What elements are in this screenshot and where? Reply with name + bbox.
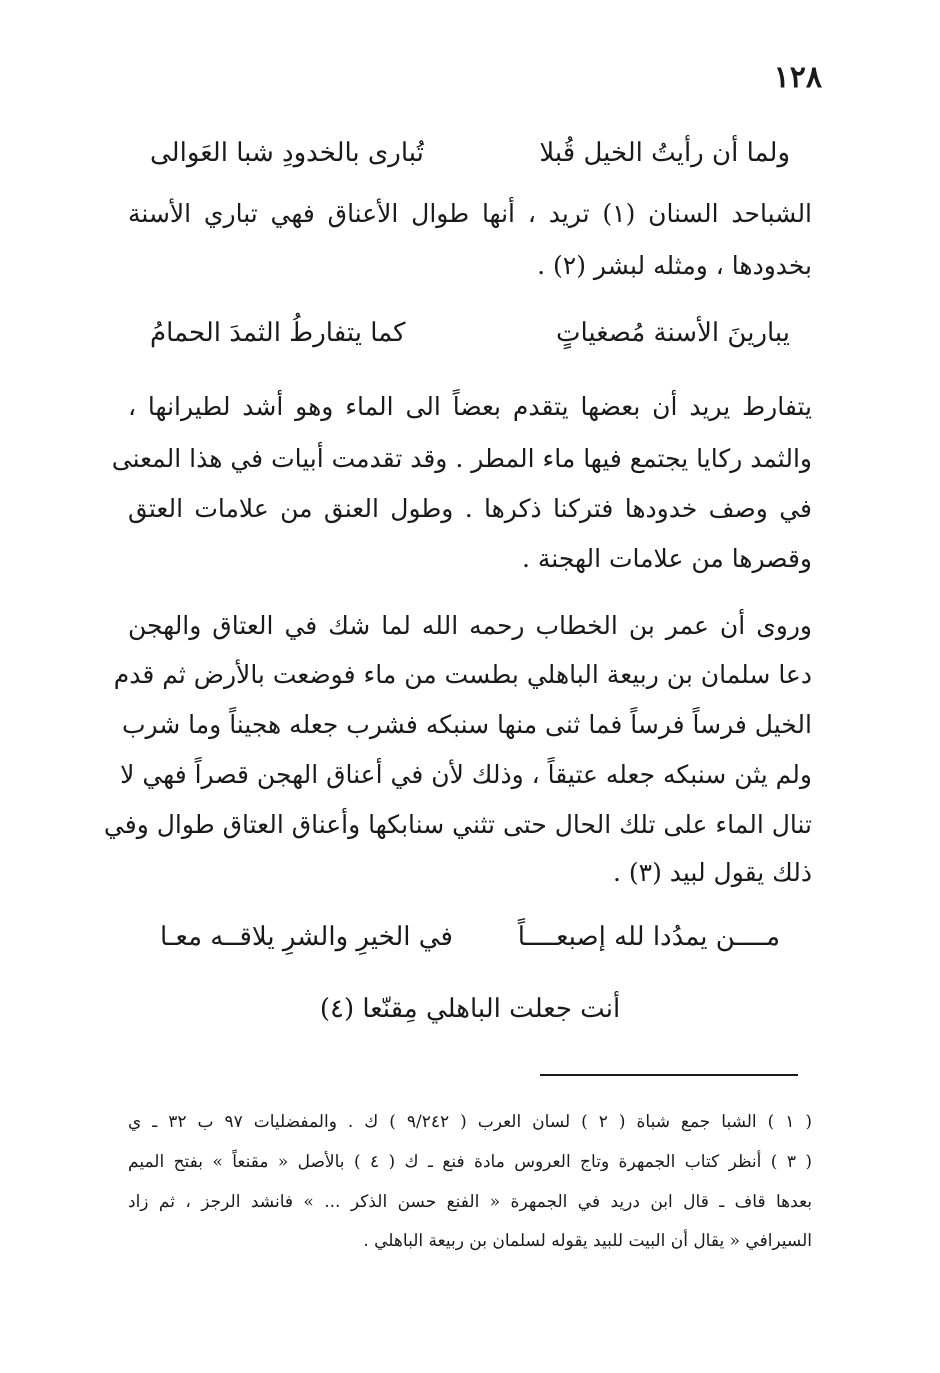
- paragraph-3-line-3: الخيل فرساً فرساً فما ثنى منها سنبكه فشرب جعله هجيناً وما شرب: [121, 710, 812, 739]
- paragraph-2-line-3: في وصف خدودها فتركنا ذكرها . وطول العنق من علامات العتق: [128, 494, 812, 523]
- paragraph-2-line-2: والثمد ركايا يجتمع فيها ماء المطر . وقد تقدمت أبيات في هذا المعنى: [111, 444, 812, 473]
- paragraph-3-line-5: تنال الماء على تلك الحال حتى تثني سنابكها وأعناق العتاق طوال وفي: [103, 810, 812, 839]
- paragraph-1-line-2: بخدودها ، ومثله لبشر (٢) .: [537, 251, 812, 280]
- paragraph-3-line-4: ولم يثن سنبكه جعله عتيقاً ، وذلك لأن في أعناق الهجن قصراً فهي لا: [120, 760, 812, 789]
- verse-1: [150, 138, 790, 168]
- verse-3-second-hemistich: في الخيرِ والشرِ يلاقــه معـا: [160, 922, 453, 952]
- verse-2-first-hemistich: يبارينَ الأسنة مُصغياتٍ: [556, 318, 790, 348]
- paragraph-1-line-1: الشباحد السنان (١) تريد ، أنها طوال الأعناق فهي تباري الأسنة: [128, 199, 813, 228]
- footnote-line-4: السيرافي « يقال أن البيت للبيد يقوله لسلمان بن ربيعة الباهلي .: [363, 1231, 812, 1251]
- paragraph-3-line-2: دعا سلمان بن ربيعة الباهلي بطست من ماء فوضعت بالأرض ثم قدم: [113, 660, 812, 689]
- verse-3-first-hemistich: مــــن يمدُدا لله إصبعــــاً: [517, 922, 780, 952]
- paragraph-2-line-4: وقصرها من علامات الهجنة .: [521, 544, 812, 573]
- footnote-line-1: ( ١ ) الشبا جمع شباة ( ٢ ) لسان العرب ( ٩/٢٤٢ ) ك . والمفضليات ٩٧ ب ٣٢ ـ ي: [128, 1112, 812, 1132]
- verse-2-second-hemistich: كما يتفارطُ الثمدَ الحمامُ: [150, 318, 406, 348]
- paragraph-3-line-1: وروى أن عمر بن الخطاب رحمه الله لما شك في العتاق والهجن: [128, 611, 812, 640]
- footnote-line-2: ( ٣ ) أنظر كتاب الجمهرة وتاج العروس مادة فنع ـ ك ( ٤ ) بالأصل « مقنعاً » بفتح الميم: [128, 1152, 812, 1172]
- verse-3: [160, 922, 780, 952]
- paragraph-2-line-1: يتفارط يريد أن بعضها يتقدم بعضاً الى الماء وهو أشد لطيرانها ،: [128, 392, 812, 421]
- footnote-separator: [540, 1074, 798, 1076]
- verse-1-second-hemistich: تُبارى بالخدودِ شبا العَوالى: [150, 138, 424, 168]
- footnote-line-3: بعدها قاف ـ قال ابن دريد في الجمهرة « الفنع حسن الذكر ... » فانشد الرجز ، ثم زاد: [128, 1192, 812, 1212]
- paragraph-3-line-6: ذلك يقول لبيد (٣) .: [612, 858, 812, 887]
- page-number: ١٢٨: [773, 60, 822, 95]
- verse-1-first-hemistich: ولما أن رأيتُ الخيل قُبلا: [539, 138, 790, 168]
- verse-2: [150, 318, 790, 348]
- verse-3-closing-line: أنت جعلت الباهلي مِقنّعا (٤): [319, 994, 621, 1024]
